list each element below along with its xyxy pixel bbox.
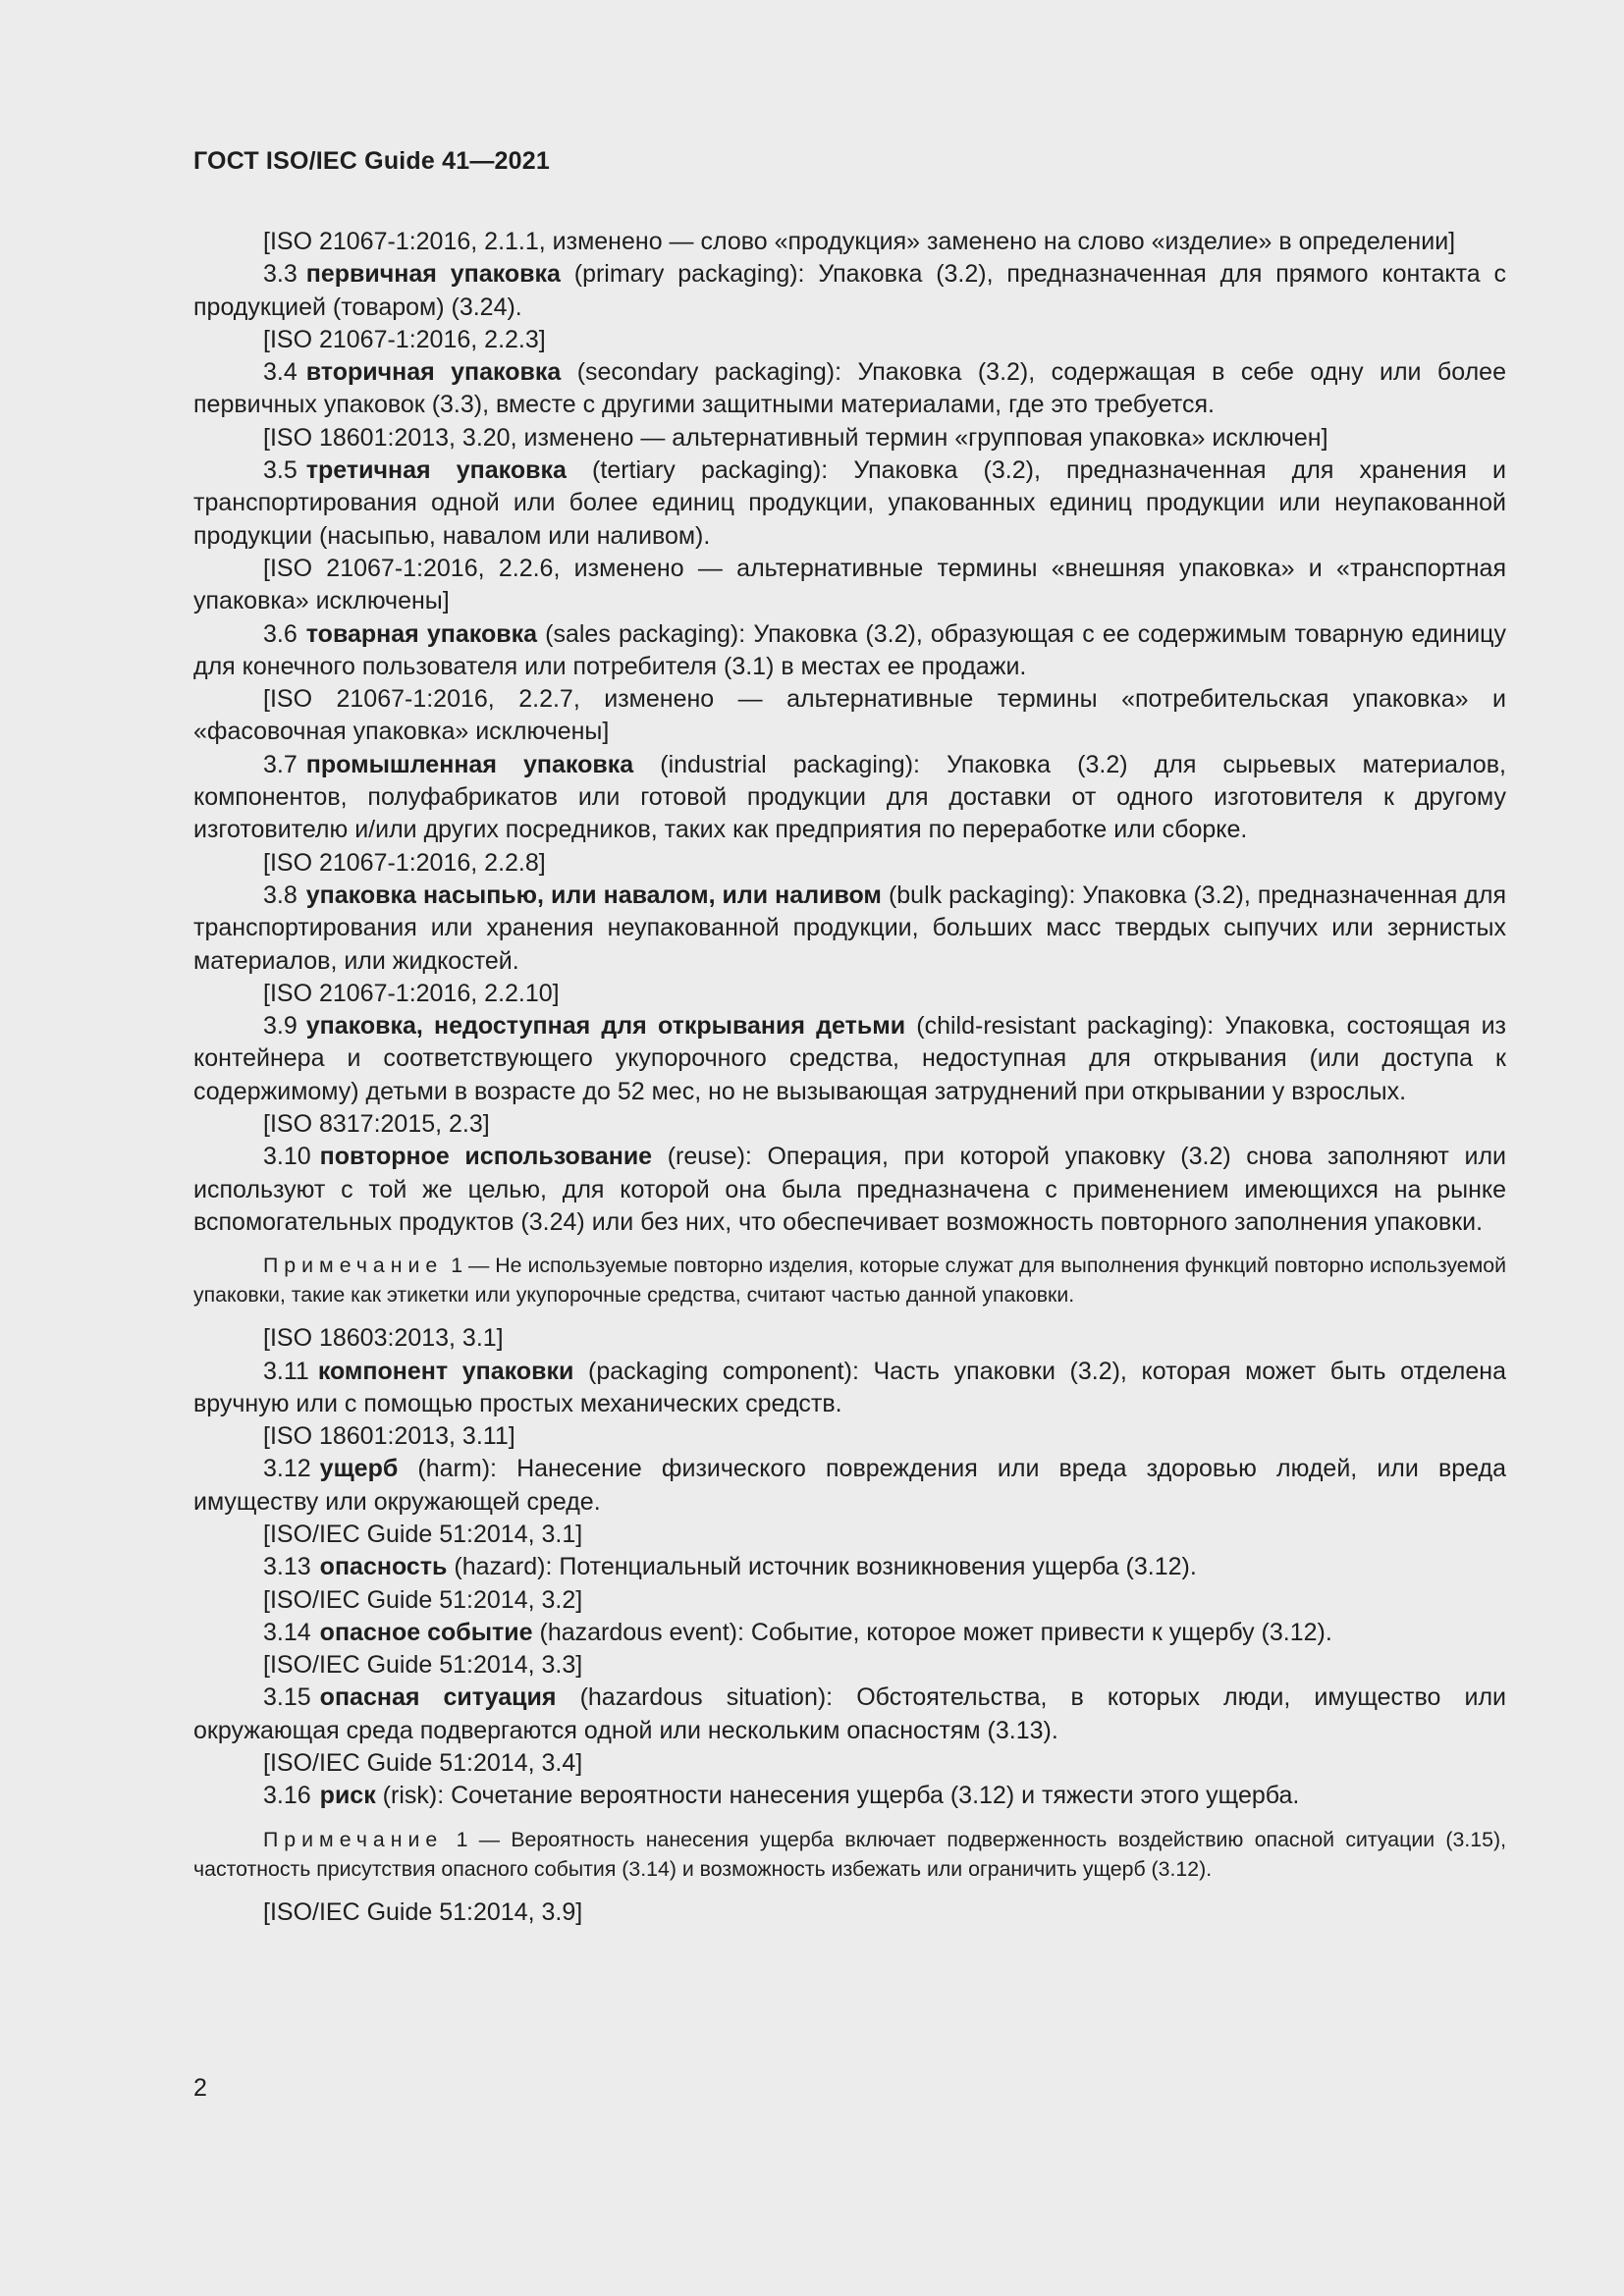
term-text: (tertiary packaging): Упаковка (3.2), предназначенная для хранения и транспортирования одной или более единиц продукции, упакованных единиц продукции или неупакованной продукции (насыпью, навалом или наливом). xyxy=(193,456,1506,550)
note-label: Примечание xyxy=(263,1827,444,1851)
term-name: третичная упаковка xyxy=(305,456,567,485)
note xyxy=(193,1251,1506,1309)
page-number: 2 xyxy=(193,2074,207,2102)
term-number: 3.16 xyxy=(263,1782,311,1810)
term-name: вторичная упаковка xyxy=(305,358,562,387)
term-name: опасность xyxy=(319,1553,448,1581)
source-reference: [ISO/IEC Guide 51:2014, 3.2] xyxy=(263,1585,583,1614)
note-number: 1 xyxy=(456,1827,468,1851)
term-definition xyxy=(193,1780,1506,1812)
term-name: товарная упаковка xyxy=(305,619,538,648)
term-number: 3.9 xyxy=(263,1012,298,1041)
term-name: промышленная упаковка xyxy=(305,750,634,778)
term-number: 3.6 xyxy=(263,619,298,648)
term-number: 3.12 xyxy=(263,1455,311,1483)
term-definition xyxy=(193,356,1506,422)
term-definition xyxy=(193,1356,1506,1421)
source-reference: [ISO/IEC Guide 51:2014, 3.3] xyxy=(263,1651,583,1680)
term-text: (industrial packaging): Упаковка (3.2) для сырьевых материалов, компонентов, полуфабрикатов или готовой продукции для доставки от одного изготовителя к другому изготовителю и/или других посредников, таких как предприятия по переработке или сборке. xyxy=(193,750,1506,844)
note-text: — Вероятность нанесения ущерба включает подверженность воздействию опасной ситуации (3.15), частотность присутствия опасного события (3.14) и возможность избежать или ограничить ущерб (3.12). xyxy=(193,1827,1506,1881)
term-name: упаковка, недоступная для открывания детьми xyxy=(305,1012,906,1041)
source-reference: [ISO 21067-1:2016, 2.2.6, изменено — альтернативные термины «внешняя упаковка» и «транспортная упаковка» исключены] xyxy=(193,554,1506,615)
note-label: Примечание xyxy=(263,1254,444,1278)
term-text: (hazard): Потенциальный источник возникновения ущерба (3.12). xyxy=(447,1553,1197,1581)
term-definition xyxy=(193,1617,1506,1649)
term-name: риск xyxy=(319,1782,376,1810)
source-reference: [ISO 21067-1:2016, 2.2.8] xyxy=(263,848,546,877)
source-reference: [ISO 18601:2013, 3.11] xyxy=(263,1422,515,1451)
term-text: (primary packaging): Упаковка (3.2), предназначенная для прямого контакта с продукцией (товаром) (3.24). xyxy=(193,260,1506,321)
term-definition xyxy=(193,454,1506,553)
term-number: 3.4 xyxy=(263,358,298,387)
term-text: (child-resistant packaging): Упаковка, состоящая из контейнера и соответствующего укупорочного средства, недоступная для открывания (или доступа к содержимому) детьми в возрасте до 52 мес, но не вызывающая затруднений при открывании у взрослых. xyxy=(193,1012,1506,1105)
source-reference: [ISO 18601:2013, 3.20, изменено — альтернативный термин «групповая упаковка» исключен] xyxy=(263,423,1328,452)
term-name: упаковка насыпью, или навалом, или наливом xyxy=(305,881,882,909)
term-definition xyxy=(193,258,1506,324)
term-text: (reuse): Операция, при которой упаковку (3.2) снова заполняют или используют с той же целью, для которой она была предназначена с применением имеющихся на рынке вспомогательных продуктов (3.24) или без них, что обеспечивает возможность повторного заполнения упаковки. xyxy=(193,1143,1506,1236)
term-text: (harm): Нанесение физического повреждения или вреда здоровью людей, или вреда имуществу или окружающей среде. xyxy=(193,1455,1506,1516)
term-name: опасная ситуация xyxy=(319,1683,557,1712)
term-number: 3.8 xyxy=(263,881,298,909)
note xyxy=(193,1825,1506,1884)
term-definition xyxy=(193,1682,1506,1747)
term-name: компонент упаковки xyxy=(317,1357,574,1385)
note-text: — Не используемые повторно изделия, которые служат для выполнения функций повторно используемой упаковки, такие как этикетки или укупорочные средства, считают частью данной упаковки. xyxy=(193,1254,1506,1308)
term-definition xyxy=(193,749,1506,847)
term-name: повторное использование xyxy=(319,1143,653,1171)
term-number: 3.11 xyxy=(263,1357,309,1385)
source-reference: [ISO 21067-1:2016, 2.1.1, изменено — слово «продукция» заменено на слово «изделие» в определении] xyxy=(263,228,1456,255)
term-text: (hazardous event): Событие, которое может привести к ущербу (3.12). xyxy=(532,1618,1332,1646)
term-number: 3.15 xyxy=(263,1683,311,1712)
term-definition xyxy=(193,1551,1506,1583)
term-text: (secondary packaging): Упаковка (3.2), содержащая в себе одну или более первичных упаковок (3.3), вместе с другими защитными материалами, где это требуется. xyxy=(193,358,1506,419)
term-definition xyxy=(193,1141,1506,1239)
term-definition xyxy=(193,880,1506,978)
term-name: первичная упаковка xyxy=(305,260,561,289)
term-number: 3.14 xyxy=(263,1618,311,1646)
source-reference: [ISO 8317:2015, 2.3] xyxy=(263,1110,490,1139)
source-reference: [ISO 21067-1:2016, 2.2.3] xyxy=(263,325,546,353)
source-reference: [ISO 21067-1:2016, 2.2.7, изменено — альтернативные термины «потребительская упаковка» и «фасовочная упаковка» исключены] xyxy=(193,685,1506,746)
term-definition xyxy=(193,1010,1506,1108)
term-number: 3.7 xyxy=(263,750,298,778)
note-number: 1 xyxy=(451,1254,463,1278)
term-text: (hazardous situation): Обстоятельства, в которых люди, имущество или окружающая среда подвергаются одной или нескольким опасностям (3.13). xyxy=(193,1683,1506,1744)
term-number: 3.10 xyxy=(263,1143,311,1171)
document-header: ГОСТ ISO/IEC Guide 41—2021 xyxy=(193,147,550,175)
source-reference: [ISO 21067-1:2016, 2.2.10] xyxy=(263,979,560,1007)
term-number: 3.5 xyxy=(263,456,298,485)
term-name: опасное событие xyxy=(319,1618,533,1646)
term-definition xyxy=(193,618,1506,684)
source-reference: [ISO/IEC Guide 51:2014, 3.4] xyxy=(263,1749,583,1778)
term-text: (bulk packaging): Упаковка (3.2), предназначенная для транспортирования или хранения неупакованной продукции, больших масс твердых сыпучих или зернистых материалов, или жидкостей. xyxy=(193,881,1506,975)
term-name: ущерб xyxy=(319,1455,399,1483)
source-reference: [ISO 18603:2013, 3.1] xyxy=(263,1324,504,1353)
term-definition xyxy=(193,1453,1506,1519)
source-reference: [ISO/IEC Guide 51:2014, 3.9] xyxy=(263,1897,583,1926)
term-number: 3.3 xyxy=(263,260,298,289)
term-text: (packaging component): Часть упаковки (3.2), которая может быть отделена вручную или с помощью простых механических средств. xyxy=(193,1357,1506,1417)
term-text: (risk): Сочетание вероятности нанесения ущерба (3.12) и тяжести этого ущерба. xyxy=(375,1782,1300,1810)
document-body xyxy=(193,226,1506,1929)
source-reference: [ISO/IEC Guide 51:2014, 3.1] xyxy=(263,1520,583,1548)
term-number: 3.13 xyxy=(263,1553,311,1581)
term-text: (sales packaging): Упаковка (3.2), образующая с ее содержимым товарную единицу для конечного пользователя или потребителя (3.1) в местах ее продажи. xyxy=(193,619,1506,680)
